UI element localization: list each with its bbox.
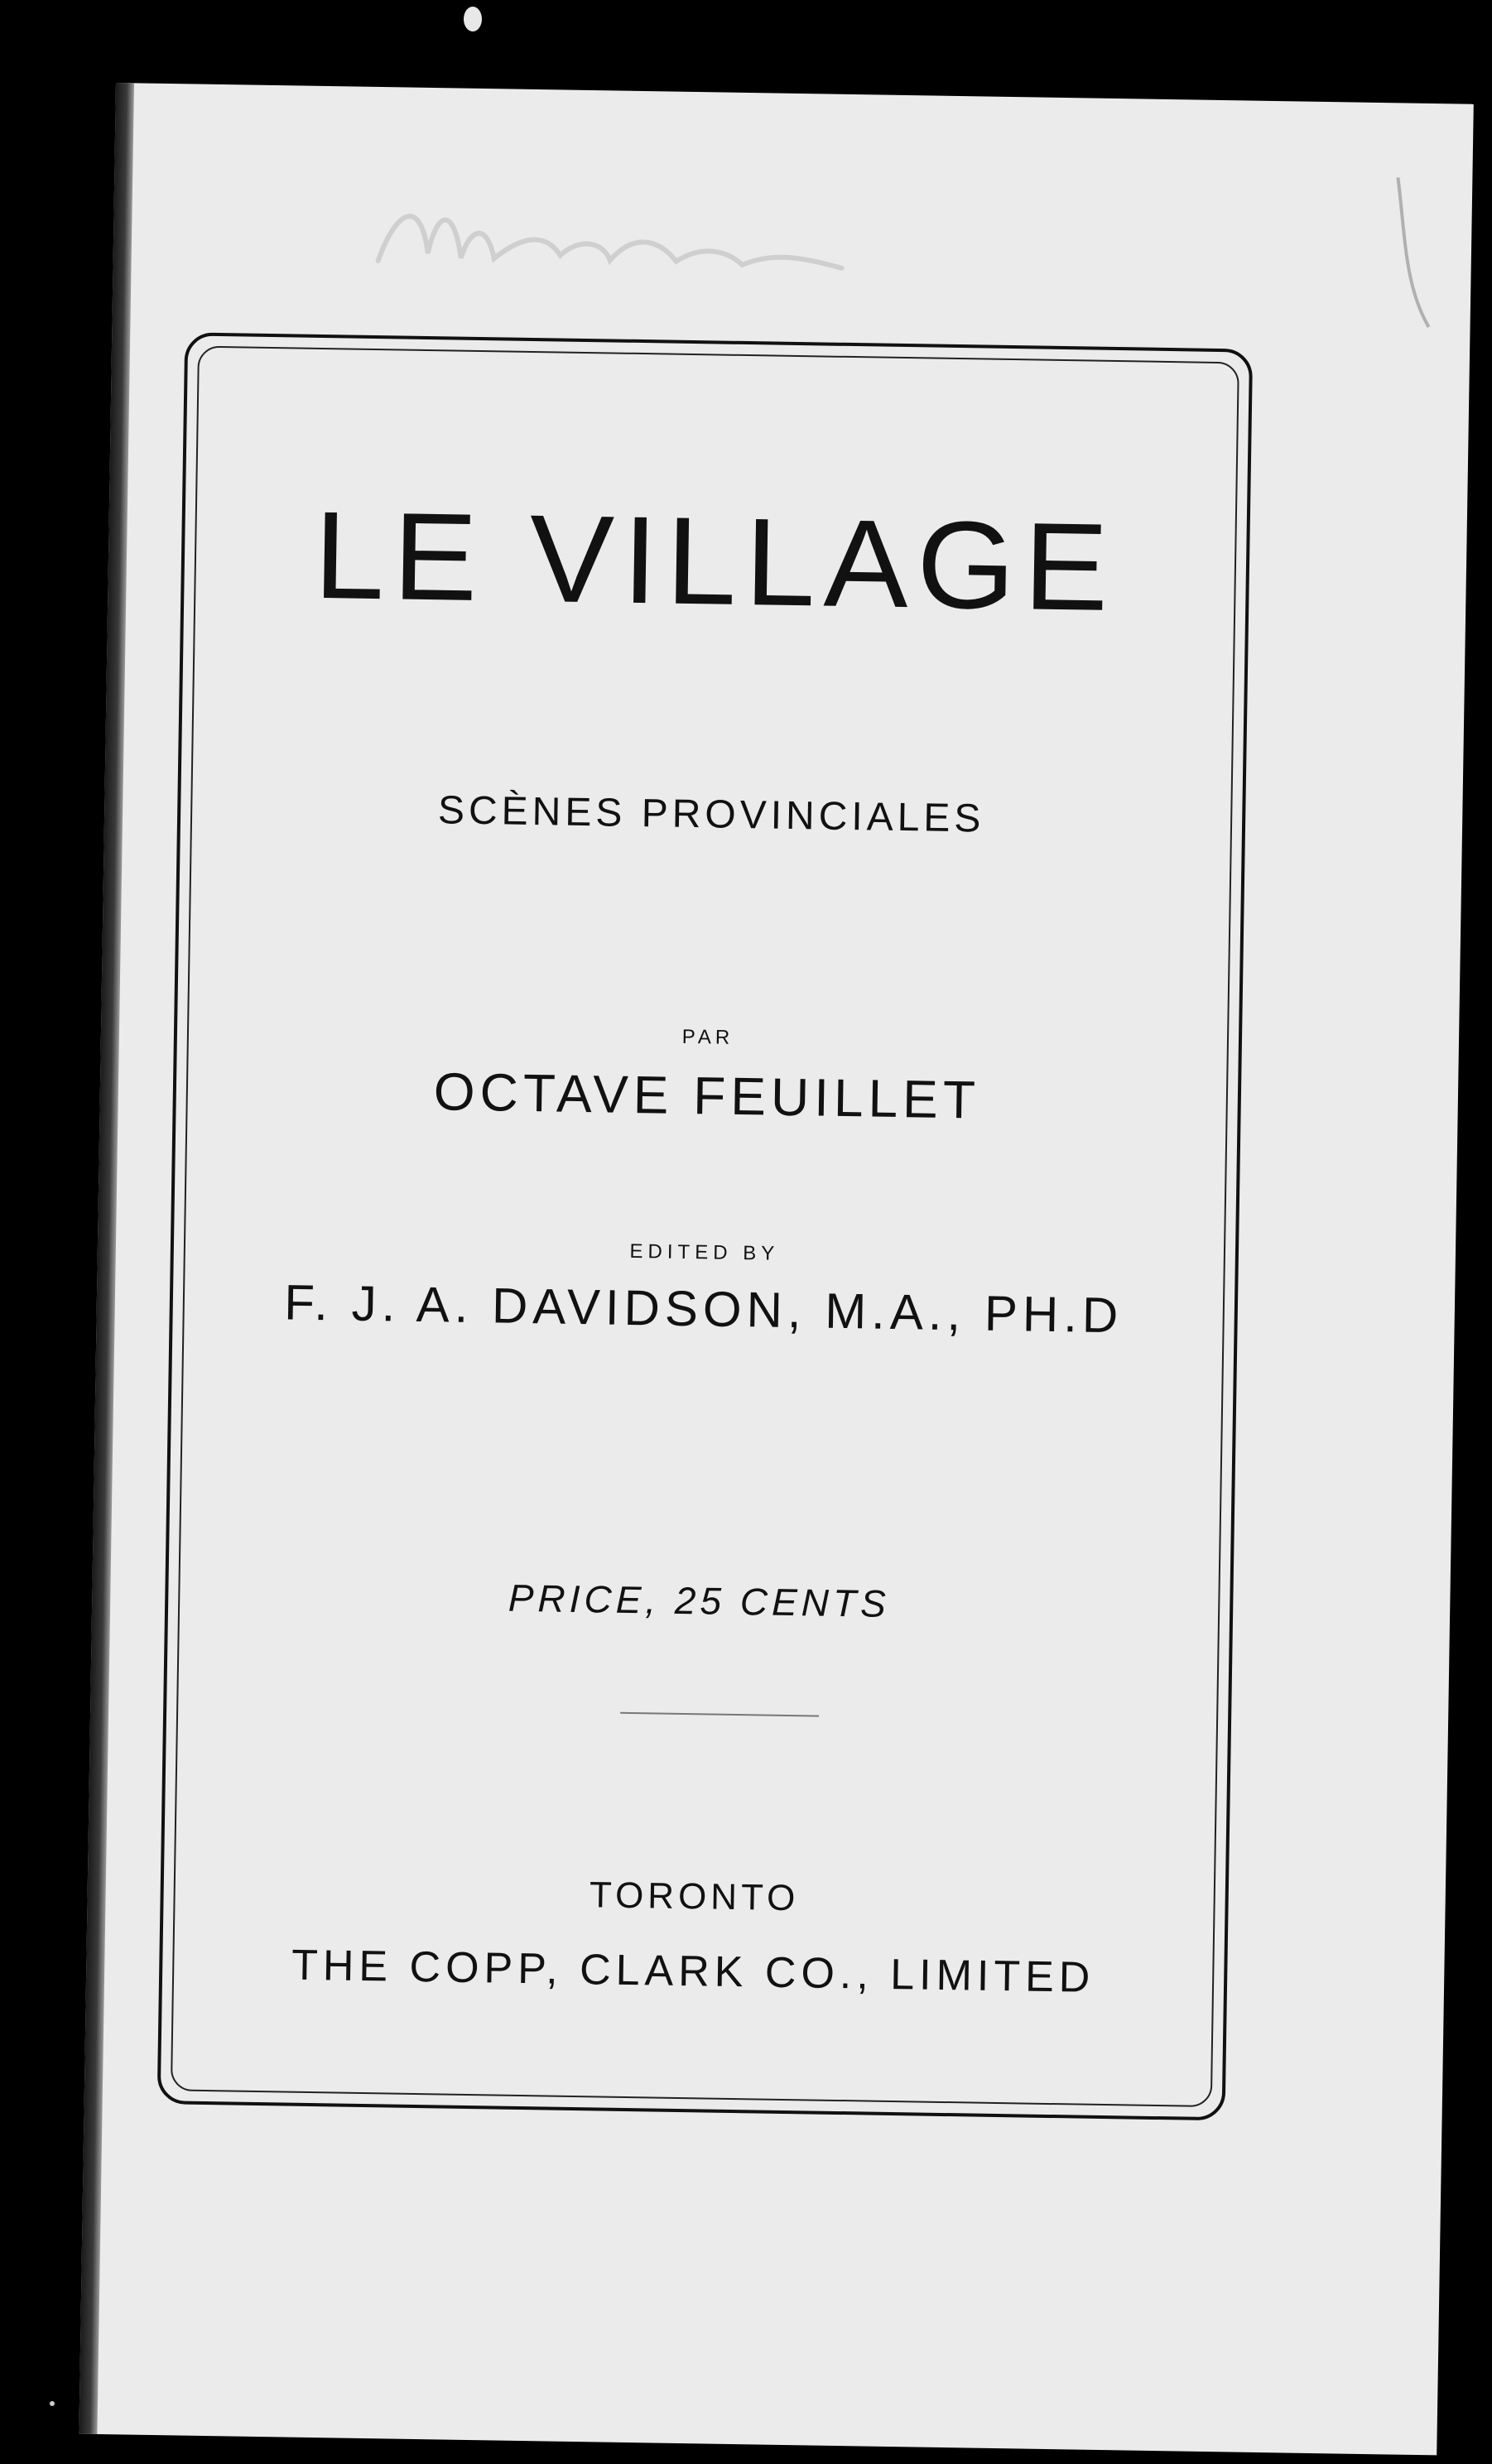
handwritten-signature-mark	[361, 178, 859, 301]
dust-speck	[464, 7, 482, 31]
title-page	[79, 83, 1473, 2455]
page-spine-shadow	[79, 83, 134, 2434]
edited-by-label: EDITED BY	[629, 1239, 780, 1265]
book-title: LE VILLAGE	[313, 484, 1119, 638]
author-name: OCTAVE FEUILLET	[433, 1061, 981, 1130]
dust-speck	[50, 2401, 55, 2406]
by-label: PAR	[681, 1025, 734, 1049]
edge-pencil-mark	[1387, 169, 1439, 335]
publisher-name: THE COPP, CLARK CO., LIMITED	[291, 1941, 1095, 2002]
book-subtitle: SCÈNES PROVINCIALES	[437, 788, 985, 841]
editor-name: F. J. A. DAVIDSON, M.A., PH.D	[283, 1274, 1124, 1344]
price-line: PRICE, 25 CENTS	[508, 1576, 891, 1625]
publisher-city: TORONTO	[589, 1874, 800, 1919]
